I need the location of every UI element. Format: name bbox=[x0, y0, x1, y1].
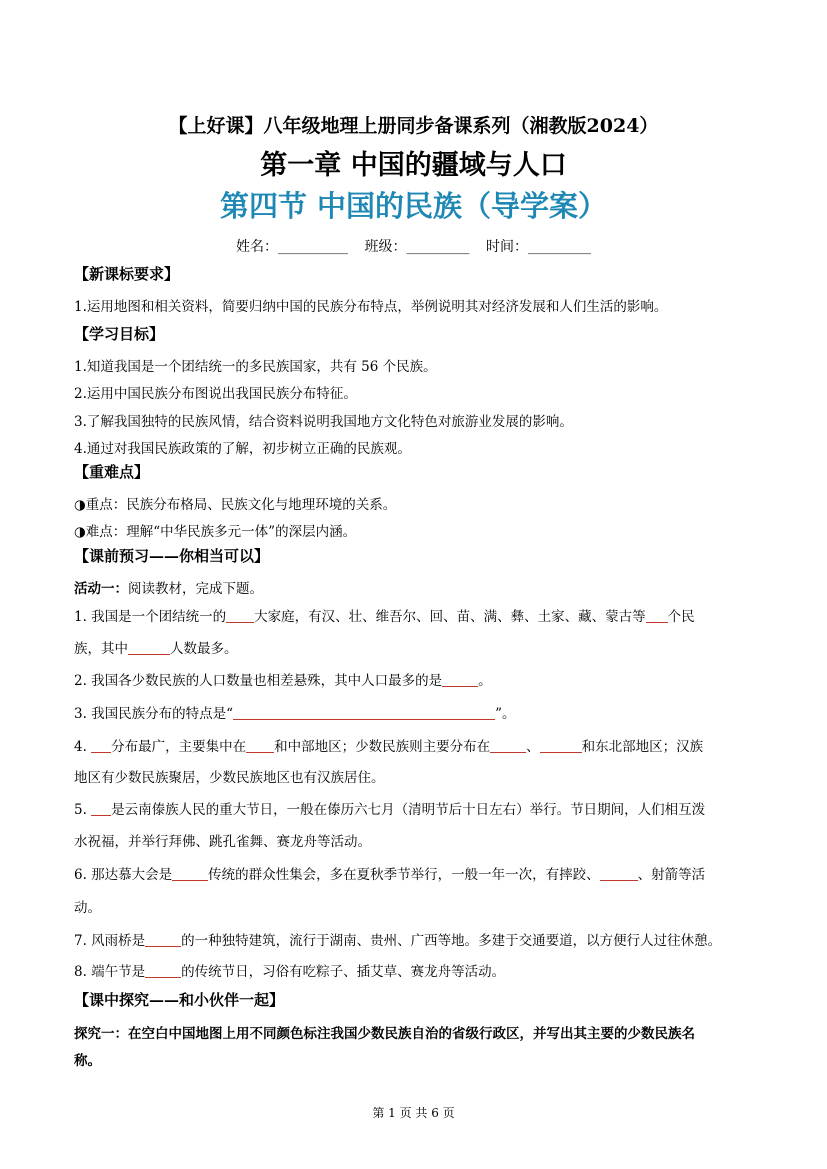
q4-text-c: 和中部地区；少数民族则主要分布在 bbox=[274, 739, 491, 755]
q6-blank-2[interactable] bbox=[600, 866, 638, 881]
q5-text-a: 5. bbox=[74, 802, 92, 818]
key-point: ◑重点：民族分布格局、民族文化与地理环境的关系。 bbox=[74, 497, 397, 513]
question-7 bbox=[74, 929, 721, 949]
q4-blank-2[interactable] bbox=[246, 738, 274, 753]
q3-text-a: 3. 我国民族分布的特点是“ bbox=[74, 706, 234, 722]
activity-label: 活动一： bbox=[74, 581, 128, 597]
q7-text-b: 的一种独特建筑，流行于湖南、贵州、广西等地。多建于交通要道，以方便行人过往休憩。 bbox=[181, 933, 722, 949]
explore-task-line-1: 探究一：在空白中国地图上用不同颜色标注我国少数民族自治的省级行政区，并写出其主要的少数民族名 bbox=[74, 1026, 695, 1042]
time-field[interactable]: 时间：_________ bbox=[485, 239, 591, 255]
q4-blank-4[interactable] bbox=[540, 738, 582, 753]
q8-blank[interactable] bbox=[145, 963, 181, 978]
q6-text-a: 6. 那达慕大会是 bbox=[74, 867, 173, 883]
objective-item-3: 3.了解我国独特的民族风情，结合资料说明我国地方文化特色对旅游业发展的影响。 bbox=[74, 414, 573, 430]
keypoints-heading: 【重难点】 bbox=[74, 463, 150, 481]
standards-item-1: 1.运用地图和相关资料，简要归纳中国的民族分布特点，举例说明其对经济发展和人们生活的影响。 bbox=[74, 299, 668, 315]
class-field[interactable]: 班级：_________ bbox=[364, 239, 470, 255]
question-5-line-2: 水祝福，并举行拜佛、跳孔雀舞、赛龙舟等活动。 bbox=[74, 834, 371, 850]
objectives-heading: 【学习目标】 bbox=[74, 325, 165, 343]
q1-blank-2[interactable] bbox=[646, 608, 668, 623]
explore-task-line-2: 称。 bbox=[74, 1053, 101, 1069]
question-2 bbox=[74, 669, 492, 689]
q1-text-c: 个民 bbox=[667, 609, 695, 625]
q8-text-b: 的传统节日，习俗有吃粽子、插艾草、赛龙舟等活动。 bbox=[181, 964, 506, 980]
question-4-line-1 bbox=[74, 735, 703, 755]
q1-text-d: 族，其中 bbox=[74, 641, 128, 657]
question-6-line-2: 动。 bbox=[74, 900, 101, 916]
q4-blank-3[interactable] bbox=[490, 738, 526, 753]
q2-text-b: 。 bbox=[478, 673, 492, 689]
q1-text-e: 人数最多。 bbox=[170, 641, 238, 657]
q1-blank-3[interactable] bbox=[128, 640, 170, 655]
explore-heading: 【课中探究——和小伙伴一起】 bbox=[74, 991, 285, 1009]
section-title: 第四节 中国的民族（导学案） bbox=[219, 189, 608, 223]
q2-text-a: 2. 我国各少数民族的人口数量也相差悬殊，其中人口最多的是 bbox=[74, 673, 443, 689]
question-1-line-2 bbox=[74, 637, 238, 657]
q4-blank-1[interactable] bbox=[91, 738, 111, 753]
q4-text-d: 、 bbox=[526, 739, 540, 755]
q7-text-a: 7. 风雨桥是 bbox=[74, 933, 146, 949]
q7-blank[interactable] bbox=[145, 932, 181, 947]
question-4-line-2: 地区有少数民族聚居，少数民族地区也有汉族居住。 bbox=[74, 770, 385, 786]
name-field[interactable]: 姓名：__________ bbox=[236, 239, 349, 255]
q1-text-b: 大家庭，有汉、壮、维吾尔、回、苗、满、彝、土家、藏、蒙古等 bbox=[254, 609, 646, 625]
question-5-line-1 bbox=[74, 798, 705, 818]
objective-item-1: 1.知道我国是一个团结统一的多民族国家，共有 56 个民族。 bbox=[74, 359, 437, 375]
series-title: 【上好课】八年级地理上册同步备课系列（湘教版2024） bbox=[168, 115, 659, 137]
q4-text-e: 和东北部地区；汉族 bbox=[581, 739, 704, 755]
objective-item-4: 4.通过对我国民族政策的了解，初步树立正确的民族观。 bbox=[74, 441, 411, 457]
q4-text-b: 分布最广，主要集中在 bbox=[111, 739, 247, 755]
chapter-title: 第一章 中国的疆域与人口 bbox=[260, 150, 567, 181]
objective-item-2: 2.运用中国民族分布图说出我国民族分布特征。 bbox=[74, 386, 357, 402]
difficult-point: ◑难点：理解“中华民族多元一体”的深层内涵。 bbox=[74, 524, 357, 540]
q1-text-a: 1. 我国是一个团结统一的 bbox=[74, 609, 227, 625]
q1-blank-1[interactable] bbox=[226, 608, 254, 623]
q6-text-c: 、射箭等活 bbox=[637, 867, 706, 883]
question-6-line-1 bbox=[74, 863, 705, 883]
page-footer: 第 1 页 共 6 页 bbox=[372, 1106, 455, 1120]
standards-heading: 【新课标要求】 bbox=[74, 265, 180, 283]
q4-text-a: 4. bbox=[74, 739, 92, 755]
q6-blank-1[interactable] bbox=[172, 866, 208, 881]
q5-blank[interactable] bbox=[91, 801, 111, 816]
question-1-line-1 bbox=[74, 605, 695, 625]
q3-blank[interactable] bbox=[233, 705, 495, 720]
preview-heading: 【课前预习——你相当可以】 bbox=[74, 547, 270, 565]
q6-text-b: 传统的群众性集会，多在夏秋季节举行，一般一年一次，有摔跤、 bbox=[208, 867, 600, 883]
q3-text-b: ”。 bbox=[495, 706, 516, 722]
activity-one bbox=[74, 577, 263, 597]
q2-blank[interactable] bbox=[442, 672, 478, 687]
q5-text-b: 是云南傣族人民的重大节日，一般在傣历六七月（清明节后十日左右）举行。节日期间，人们相互泼 bbox=[111, 802, 706, 818]
question-3 bbox=[74, 702, 515, 722]
question-8 bbox=[74, 960, 505, 980]
student-info-line bbox=[0, 236, 827, 256]
q8-text-a: 8. 端午节是 bbox=[74, 964, 146, 980]
activity-text: 阅读教材，完成下题。 bbox=[128, 581, 263, 597]
